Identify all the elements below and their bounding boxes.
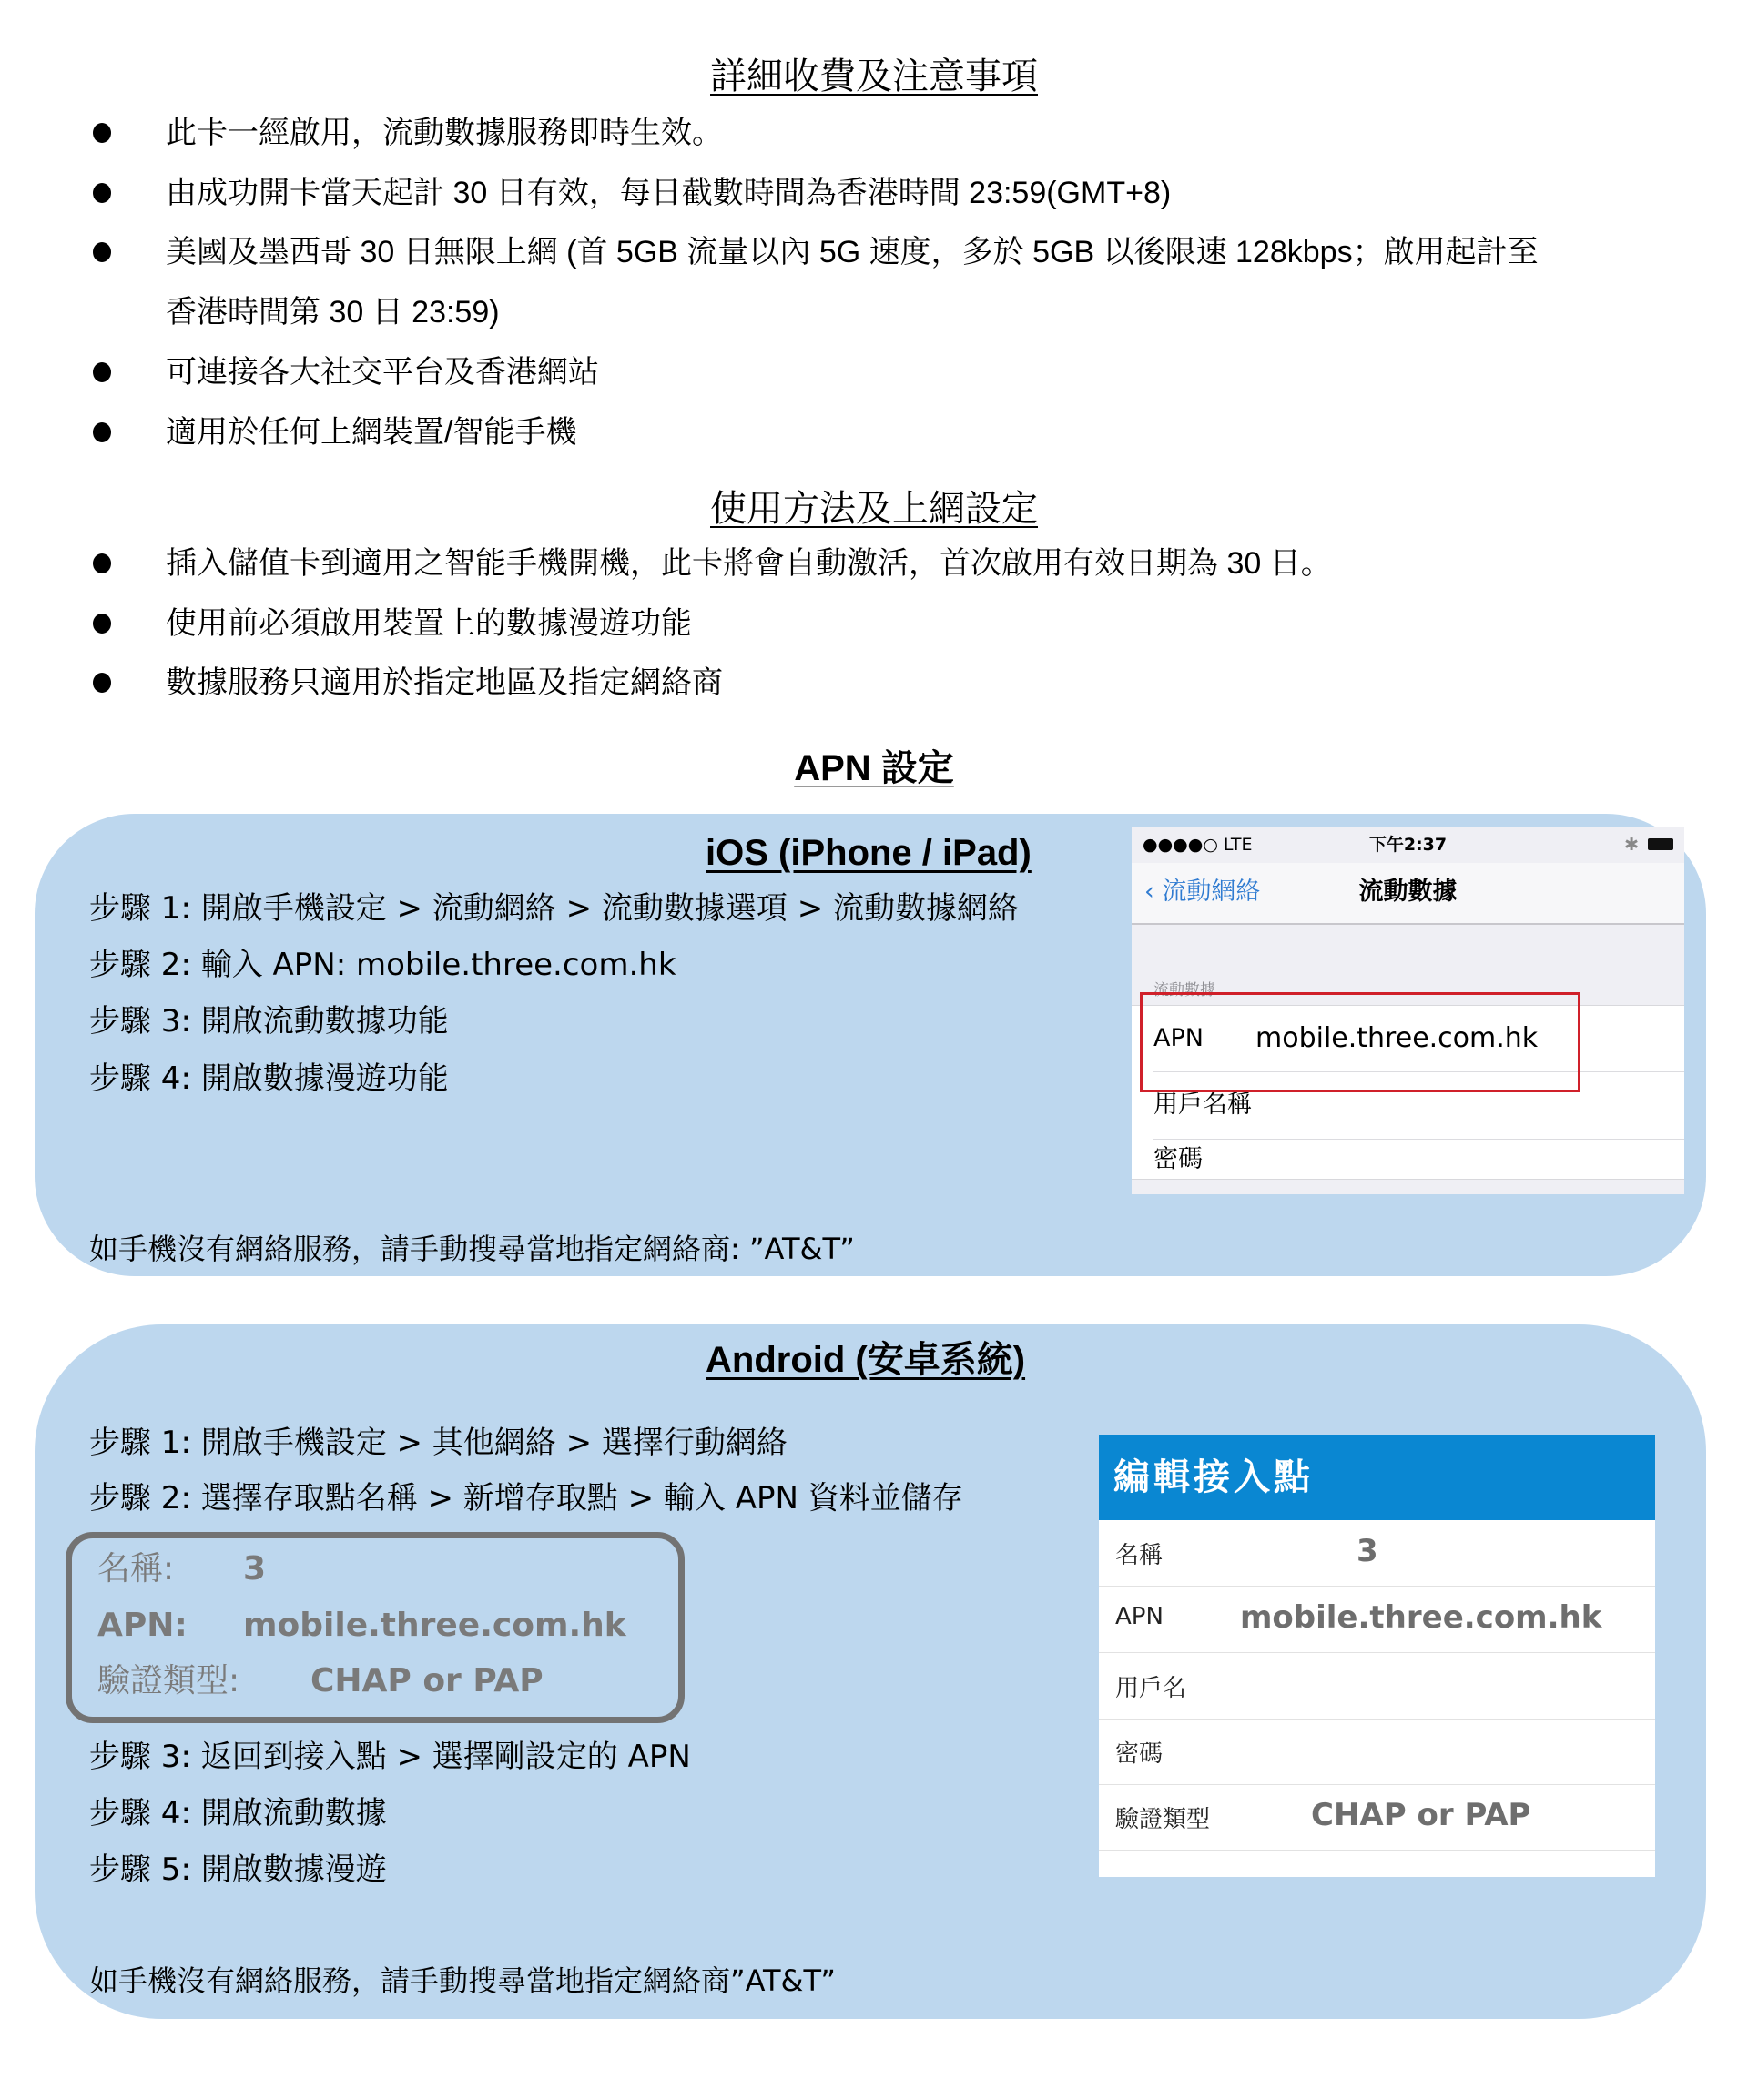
row-label: 密碼 [1115, 1740, 1164, 1768]
row-label: 用戶名 [1115, 1675, 1187, 1702]
android-step-4: 步驟 4: 開啟流動數據 [89, 1795, 387, 1831]
bullet-text: 數據服務只適用於指定地區及指定網絡商 [166, 665, 723, 700]
android-row-password[interactable] [1099, 1719, 1655, 1785]
back-label: 流動網絡 [1162, 878, 1261, 906]
apn-settings-heading [0, 746, 1748, 790]
list-item [0, 110, 1748, 156]
ios-step-1: 步驟 1: 開啟手機設定 > 流動網絡 > 流動數據選項 > 流動數據網絡 [89, 890, 1020, 927]
android-row-auth-type[interactable] [1099, 1784, 1655, 1851]
setting-label: 驗證類型: [97, 1662, 240, 1699]
chevron-left-icon: ‹ [1144, 878, 1163, 906]
apn-heading-text: APN 設定 [794, 748, 954, 788]
android-carrier-note: 如手機沒有網絡服務，請手動搜尋當地指定網絡商”AT&T” [89, 1963, 836, 1998]
ios-step-2: 步驟 2: 輸入 APN: mobile.three.com.hk [89, 947, 676, 983]
row-label: 用戶名稱 [1153, 1091, 1252, 1119]
section-title-text: 使用方法及上網設定 [710, 489, 1038, 529]
row-value: mobile.three.com.hk [1240, 1599, 1602, 1636]
bullet-icon [93, 553, 111, 573]
android-row-username[interactable] [1099, 1653, 1655, 1720]
bullet-text: 插入儲值卡到適用之智能手機開機，此卡將會自動激活，首次啟用有效日期為 30 日。 [166, 546, 1332, 581]
android-step-5: 步驟 5: 開啟數據漫遊 [89, 1851, 387, 1888]
android-panel-title: Android (安卓系統) [706, 1340, 1026, 1380]
row-value: CHAP or PAP [1311, 1797, 1531, 1833]
bullet-text: 使用前必須啟用裝置上的數據漫遊功能 [166, 606, 692, 641]
ios-step-4: 步驟 4: 開啟數據漫遊功能 [89, 1060, 449, 1097]
bullet-text: 由成功開卡當天起計 30 日有效，每日截數時間為香港時間 23:59(GMT+8) [166, 176, 1172, 210]
bluetooth-icon: ✱ [1624, 835, 1639, 855]
android-row-apn[interactable] [1099, 1587, 1655, 1653]
ios-panel-title: iOS (iPhone / iPad) [706, 833, 1032, 873]
row-label: 密碼 [1153, 1145, 1203, 1173]
bullet-icon [93, 242, 111, 262]
bullet-text: 美國及墨西哥 30 日無限上網 (首 5GB 流量以內 5G 速度，多於 5GB 以後限速 128kbps；啟用起計至 [166, 235, 1539, 269]
signal-indicator: ●●●●○ LTE [1143, 835, 1253, 855]
bullet-icon [93, 123, 111, 143]
apn-settings-box [66, 1532, 685, 1723]
bullet-icon [93, 362, 111, 382]
section-title-text: 詳細收費及注意事項 [710, 56, 1038, 96]
bullet-text: 香港時間第 30 日 23:59) [166, 295, 500, 330]
setting-value: CHAP or PAP [310, 1662, 544, 1699]
list-item [0, 410, 1748, 455]
nav-title: 流動數據 [1358, 878, 1458, 906]
android-row-name[interactable] [1099, 1520, 1655, 1587]
setting-label: APN: [97, 1607, 188, 1644]
status-time: 下午2:37 [1368, 835, 1448, 855]
battery-icon [1648, 838, 1673, 850]
list-item [0, 350, 1748, 395]
section-title-usage [0, 487, 1748, 531]
setting-label: 名稱: [97, 1550, 175, 1588]
row-label: 名稱 [1115, 1542, 1164, 1569]
android-step-2: 步驟 2: 選擇存取點名稱 > 新增存取點 > 輸入 APN 資料並儲存 [89, 1480, 963, 1517]
section-label: 流動數據 [1153, 981, 1215, 999]
setting-auth-type [97, 1659, 544, 1703]
ios-row-password[interactable] [1153, 1140, 1684, 1180]
ios-step-3: 步驟 3: 開啟流動數據功能 [89, 1003, 449, 1040]
setting-apn [97, 1604, 626, 1648]
setting-name [97, 1547, 267, 1591]
android-step-1: 步驟 1: 開啟手機設定 > 其他網絡 > 選擇行動網絡 [89, 1425, 788, 1461]
bullet-icon [93, 183, 111, 203]
setting-value: mobile.three.com.hk [243, 1607, 626, 1644]
list-item [0, 170, 1748, 216]
apn-highlight-box [1140, 992, 1580, 1092]
row-value: 3 [1357, 1533, 1378, 1569]
row-label: APN [1115, 1603, 1164, 1630]
list-item [0, 660, 1748, 705]
ios-carrier-note: 如手機沒有網絡服務，請手動搜尋當地指定網絡商: ”AT&T” [89, 1232, 855, 1266]
bullet-text: 此卡一經啟用，流動數據服務即時生效。 [166, 116, 723, 150]
setting-value: 3 [243, 1550, 267, 1588]
list-item-continuation [0, 289, 1748, 335]
row-label: APN [1153, 1024, 1204, 1052]
android-step-3: 步驟 3: 返回到接入點 > 選擇剛設定的 APN [89, 1739, 691, 1775]
bullet-text: 適用於任何上網裝置/智能手機 [166, 415, 577, 450]
bullet-icon [93, 614, 111, 634]
section-title-fees [0, 55, 1748, 98]
bullet-icon [93, 673, 111, 693]
android-edit-apn-header: 編輯接入點 [1099, 1435, 1655, 1520]
ios-nav-bar [1132, 863, 1684, 925]
list-item [0, 229, 1748, 275]
bullet-text: 可連接各大社交平台及香港網站 [166, 355, 599, 390]
ios-status-bar [1132, 827, 1684, 863]
list-item [0, 541, 1748, 586]
row-label: 驗證類型 [1115, 1806, 1211, 1833]
list-item [0, 601, 1748, 646]
apn-value: mobile.three.com.hk [1255, 1022, 1539, 1054]
bullet-icon [93, 422, 111, 442]
android-apn-screenshot [1099, 1435, 1655, 1877]
